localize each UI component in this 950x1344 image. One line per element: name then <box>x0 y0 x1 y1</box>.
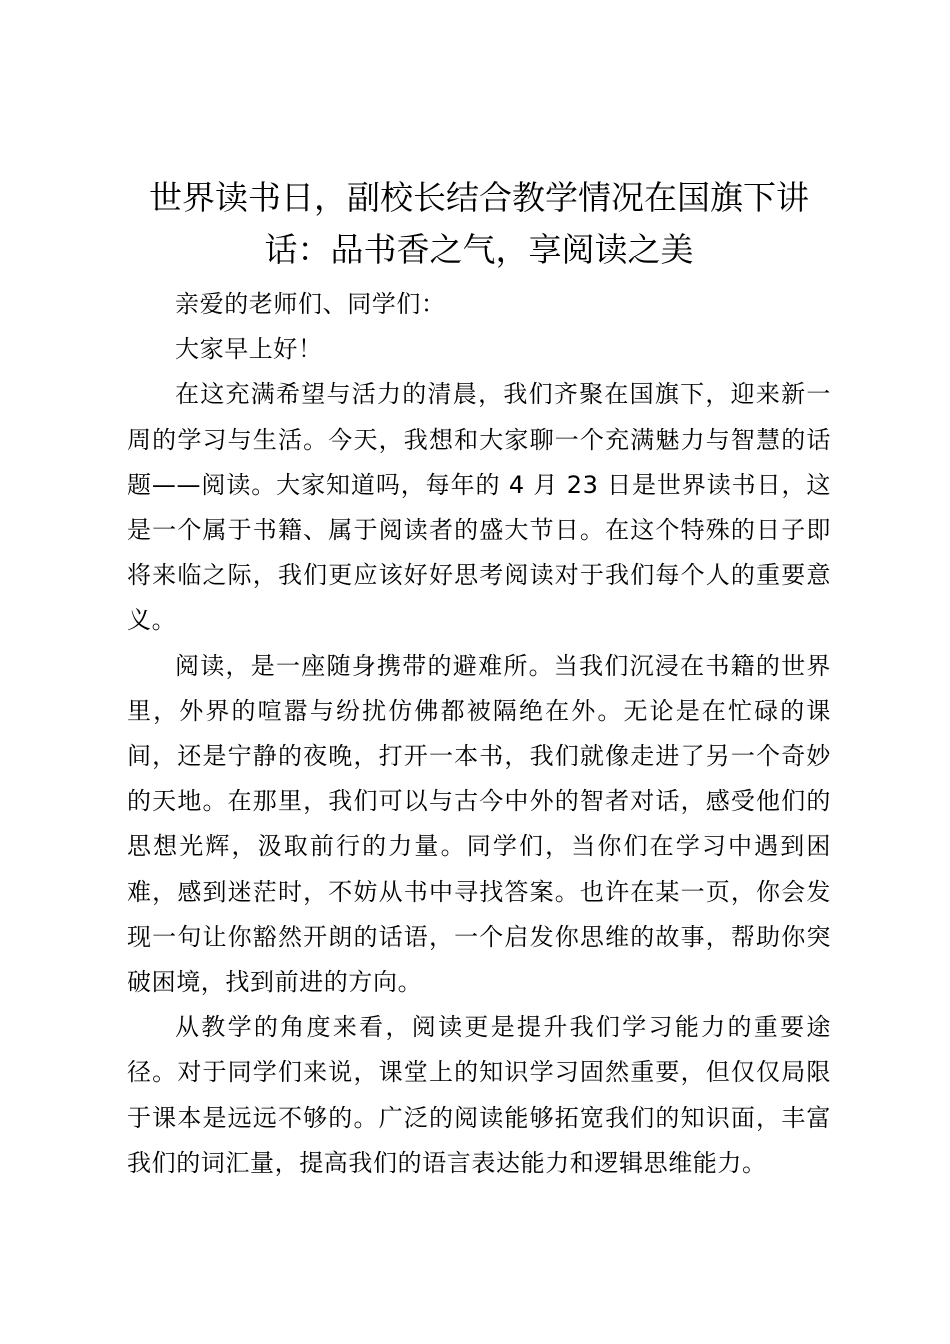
greeting: 大家早上好！ <box>175 335 323 364</box>
paragraph-2: 阅读，是一座随身携带的避难所。当我们沉浸在书籍的世界里，外界的喧嚣与纷扰仿佛都被隔绝在外。无论是在忙碌的课间，还是宁静的夜晚，打开一本书，我们就像走进了另一个奇妙的天地。在那里，我们可以与古今中外的智者对话，感受他们的思想光辉，汲取前行的力量。同学们，当你们在学习中遇到困难，感到迷茫时，不妨从书中寻找答案。也许在某一页，你会发现一句让你豁然开朗的话语，一个启发你思维的故事，帮助你突破困境，找到前进的方向。 <box>127 651 831 997</box>
document-body <box>127 172 831 1186</box>
document-title: 世界读书日，副校长结合教学情况在国旗下讲话：品书香之气，享阅读之美 <box>149 178 809 269</box>
salutation: 亲爱的老师们、同学们： <box>175 290 446 318</box>
paragraph-1: 在这充满希望与活力的清晨，我们齐聚在国旗下，迎来新一周的学习与生活。今天，我想和大家聊一个充满魅力与智慧的话题——阅读。大家知道吗，每年的 4 月 23 日是世界读书日，这是一个属于书籍、属于阅读者的盛大节日。在这个特殊的日子即将来临之际，我们更应该好好思考阅读对于我们每个人的重要意义。 <box>127 380 831 635</box>
paragraph-3: 从教学的角度来看，阅读更是提升我们学习能力的重要途径。对于同学们来说，课堂上的知识学习固然重要，但仅仅局限于课本是远远不够的。广泛的阅读能够拓宽我们的知识面，丰富我们的词汇量，提高我们的语言表达能力和逻辑思维能力。 <box>127 1013 831 1177</box>
